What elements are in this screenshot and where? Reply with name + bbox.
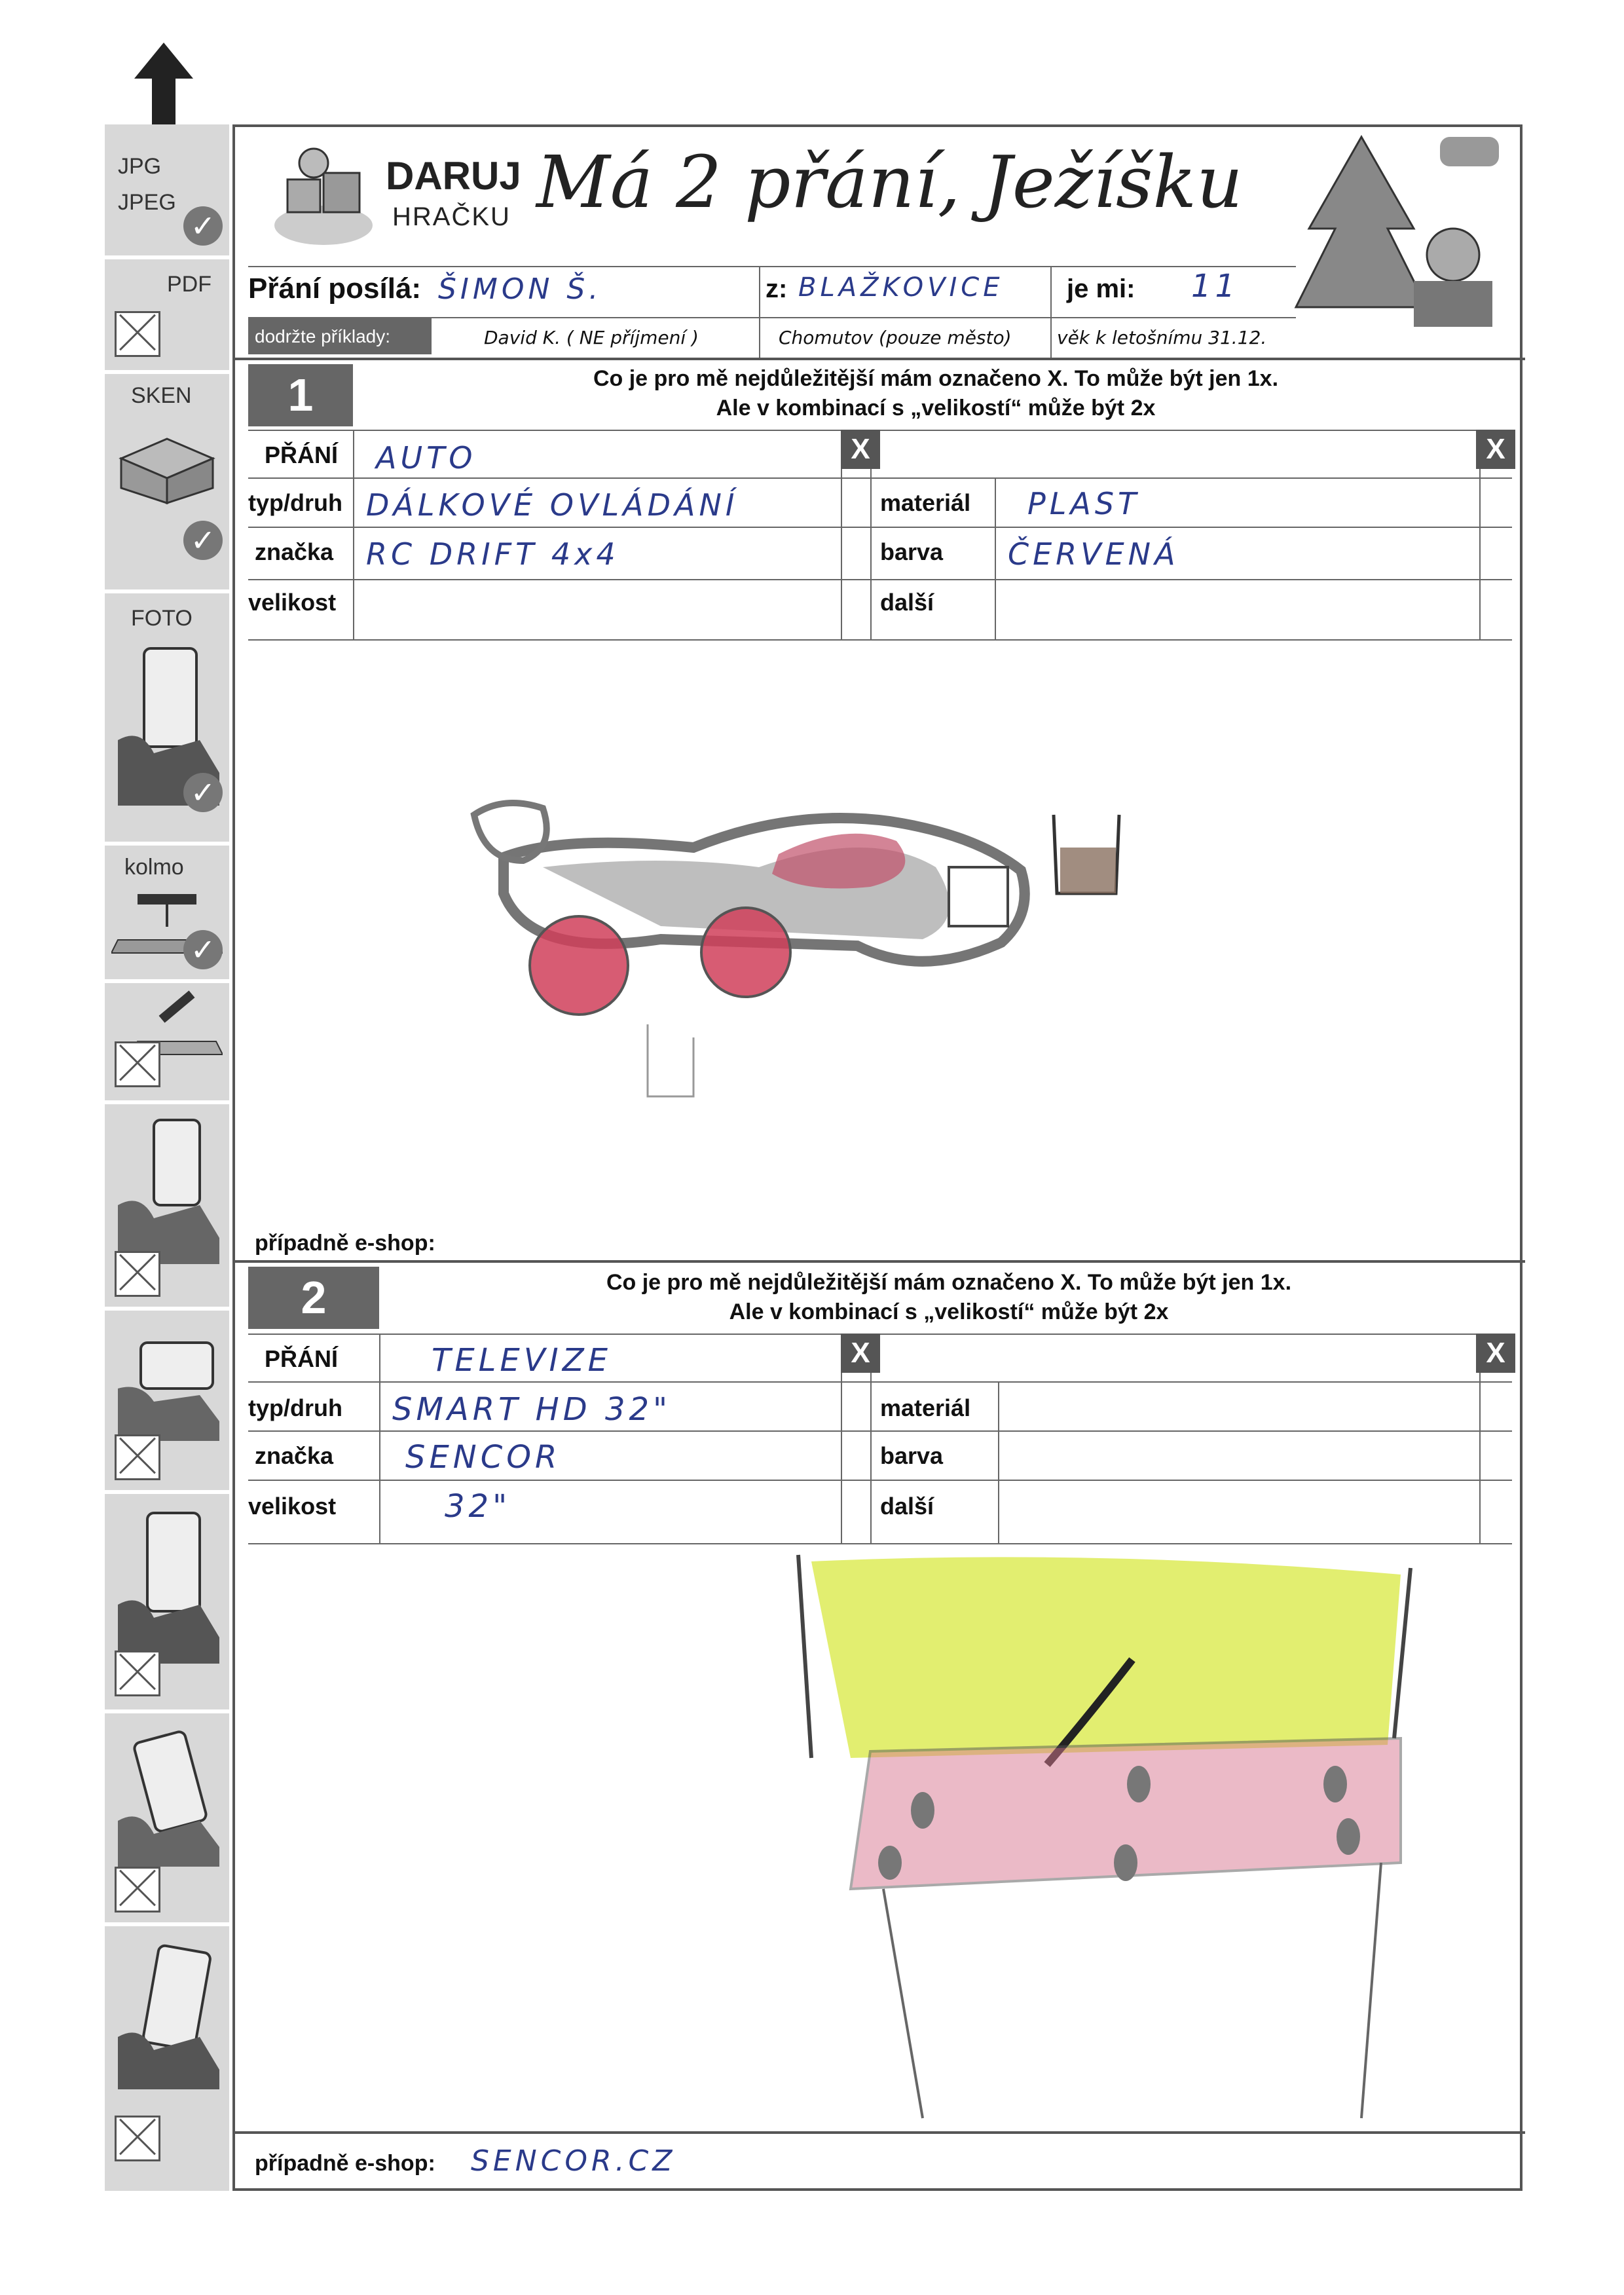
type-value: DÁLKOVÉ OVLÁDÁNÍ [366,487,739,523]
field-label: značka [255,1442,334,1469]
field-label: typ/druh [248,1394,342,1421]
material-value: PLAST [1027,486,1141,521]
jpg-label: JPG [118,154,162,179]
size-value: 32" [445,1488,511,1525]
field-label: materiál [880,489,971,516]
cross-box-icon [115,1651,160,1696]
age-value: 11 [1191,268,1240,305]
field-label: PŘÁNÍ [265,441,339,468]
x-marker: X [841,1334,880,1373]
x-marker: X [841,430,880,469]
wish-form [232,124,1522,2191]
from-label: z: [766,274,788,303]
age-label: je mi: [1067,274,1135,303]
kolmo-label: kolmo [124,855,184,880]
phone-hand-icon [115,1113,226,1264]
check-icon: ✓ [183,930,223,969]
wish-note-line1: Co je pro mě nejdůležitější mám označeno X. To může být jen 1x. [606,1270,1292,1295]
field-label: další [880,1493,934,1520]
field-label: typ/druh [248,489,342,516]
x-marker: X [1476,430,1515,469]
sender-label: Přání posílá: [248,272,422,305]
format-sidebar [105,124,229,2191]
field-label: barva [880,1442,944,1469]
pdf-label: PDF [167,272,212,297]
hint-age: věk k letošnímu 31.12. [1057,327,1267,348]
color-value: ČERVENÁ [1008,536,1179,572]
field-label: PŘÁNÍ [265,1345,339,1372]
hint-label: dodržte příklady: [248,318,432,354]
logo-hracku: HRAČKU [392,202,511,231]
sender-value: ŠIMON Š. [438,272,602,306]
cross-box-icon [115,311,160,357]
logo-daruj: DARUJ [386,154,521,198]
wish-name-value: AUTO [376,440,477,476]
tv-drawing [772,1548,1492,2138]
from-value: BLAŽKOVICE [798,272,1004,303]
cross-box-icon [115,1251,160,1297]
wish-note-line2: Ale v kombinací s „velikostí“ může být 2x [729,1299,1169,1324]
brand-value: RC DRIFT 4x4 [366,536,619,572]
check-icon: ✓ [183,206,223,246]
sken-label: SKEN [131,383,192,408]
foto-label: FOTO [131,606,193,631]
jpeg-label: JPEG [118,190,176,215]
cross-box-icon [115,1041,160,1087]
phone-hand-icon [115,1506,226,1664]
field-label: značka [255,538,334,565]
x-marker: X [1476,1334,1515,1373]
phone-hand-icon [115,1323,226,1441]
eshop-label: případně e-shop: [255,2151,435,2176]
field-label: další [880,589,934,616]
cross-box-icon [115,2116,160,2161]
page-title: Má 2 přání, Ježíšku [536,140,1243,224]
field-label: velikost [248,589,337,616]
wish-number: 1 [248,364,353,426]
type-value: SMART HD 32" [392,1391,672,1428]
phone-hand-icon [115,1939,226,2089]
gifts-illustration [268,140,379,252]
eshop-label: případně e-shop: [255,1231,435,1256]
phone-hand-icon [115,1723,226,1867]
wish-note-line2: Ale v kombinací s „velikostí“ může být 2x [716,396,1156,420]
hint-city: Chomutov (pouze město) [779,327,1012,348]
car-drawing [464,762,1381,1155]
scanner-icon [115,426,219,504]
christmas-tree-illustration [1283,124,1519,353]
wish-number: 2 [248,1267,379,1329]
hint-name: David K. ( NE příjmení ) [484,327,699,348]
up-arrow-icon [131,39,196,131]
cross-box-icon [115,1434,160,1480]
field-label: materiál [880,1394,971,1421]
brand-value: SENCOR [405,1439,561,1476]
check-icon: ✓ [183,521,223,560]
wish-name-value: TELEVIZE [432,1342,612,1379]
eshop-value: SENCOR.CZ [471,2144,676,2178]
check-icon: ✓ [183,773,223,812]
field-label: velikost [248,1493,337,1520]
wish-note-line1: Co je pro mě nejdůležitější mám označeno X. To může být jen 1x. [593,366,1279,391]
field-label: barva [880,538,944,565]
cross-box-icon [115,1867,160,1912]
